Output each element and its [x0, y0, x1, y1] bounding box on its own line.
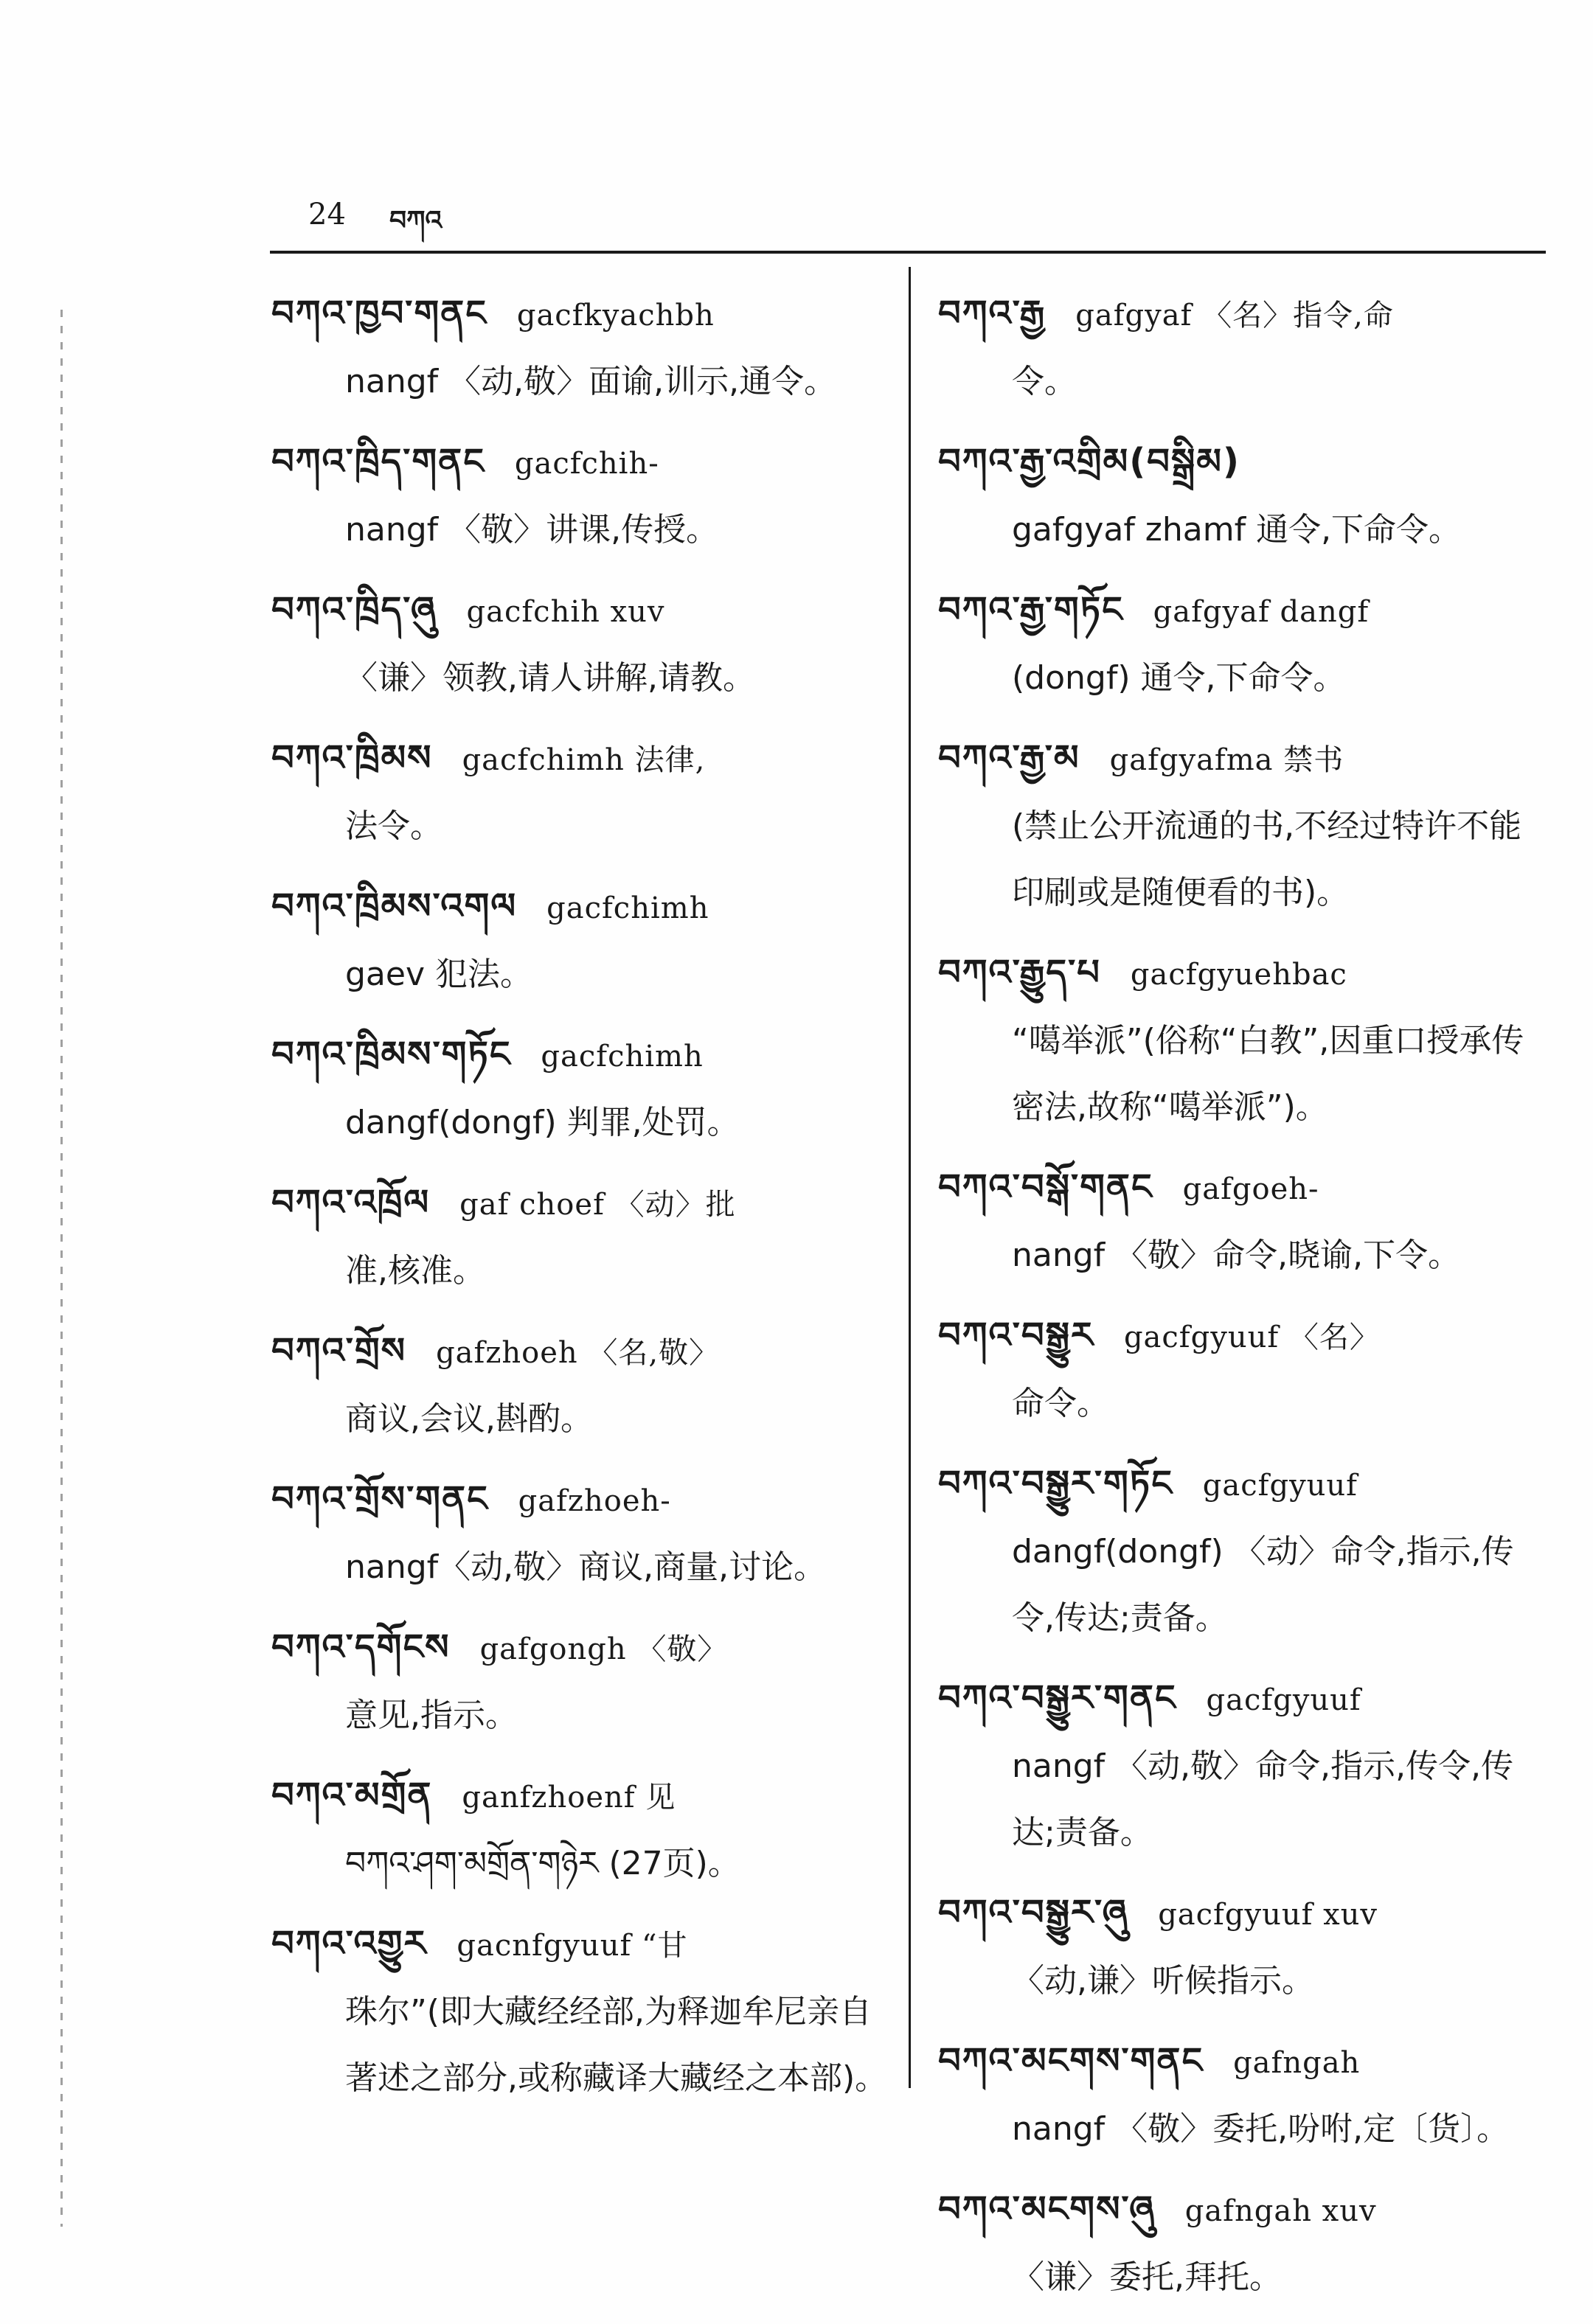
tibetan-headword: བཀའ་གྲོས་གནང [271, 1478, 489, 1520]
right-column [938, 280, 1543, 2324]
definition: 法令。 [345, 807, 442, 845]
dictionary-entry [271, 428, 891, 563]
tibetan-headword: བཀའ་མངགས་གནང [938, 2040, 1204, 2081]
dictionary-entry [938, 725, 1543, 926]
dictionary-entry [938, 577, 1543, 712]
definition: (dongf) 通令,下命令。 [1012, 659, 1346, 697]
tibetan-headword: བཀའ་དགོངས [271, 1627, 451, 1668]
tibetan-headword: བཀའ་བསྒྱུར་གཏོང [938, 1463, 1173, 1504]
tibetan-headword: བཀའ་རྒྱ [938, 293, 1047, 334]
romanization: gafngah xuv [1184, 2194, 1377, 2228]
scan-edge [60, 310, 63, 2227]
definition: 准,核准。 [345, 1252, 485, 1290]
dictionary-entry [938, 1879, 1543, 2014]
dictionary-entry [271, 1762, 891, 1897]
entry-headword-line [271, 1762, 891, 1831]
dictionary-entry [271, 1614, 891, 1749]
romanization: gacfkyachbh [516, 299, 715, 333]
definition: 意见,指示。 [345, 1697, 518, 1734]
definition: (禁止公开流通的书,不经过特许不能印刷或是随便看的书)。 [1012, 807, 1522, 911]
romanization: gafgyaf 〈名〉指令,命 [1075, 299, 1394, 333]
entry-headword-line [938, 1665, 1543, 1733]
definition: བཀའ་ཤག་མགྲོན་གཉེར (27页)。 [345, 1845, 740, 1882]
dictionary-entry [271, 1021, 891, 1156]
tibetan-headword: བཀའ་འཁྲོལ [271, 1182, 431, 1223]
romanization: gacfchih xuv [466, 595, 665, 629]
entry-headword-line [271, 1466, 891, 1534]
dictionary-entry [938, 428, 1543, 563]
romanization: gafzhoeh- [518, 1484, 671, 1518]
definition: 〈动,谦〉听候指示。 [1012, 1962, 1314, 2000]
entry-headword-line [938, 2176, 1543, 2244]
tibetan-headword: བཀའ་ཁྲིད་གནང [271, 441, 485, 482]
entry-headword-line [938, 1879, 1543, 1948]
tibetan-headword: བཀའ་མངགས་ཞུ [938, 2188, 1156, 2230]
definition: 〈谦〉委托,拜托。 [1012, 2258, 1282, 2296]
dictionary-entry [271, 1466, 891, 1601]
tibetan-headword: བཀའ་ཁྲིད་ཞུ [271, 589, 437, 630]
dictionary-entry [938, 1302, 1543, 1437]
tibetan-headword: བཀའ་ཁྱབ་གནང [271, 293, 487, 334]
tibetan-headword: བཀའ་འགྱུར [271, 1923, 428, 1964]
left-column [271, 280, 891, 2125]
definition: nangf 〈动,敬〉面谕,训示,通令。 [345, 363, 837, 400]
entry-headword-line [938, 1450, 1543, 1519]
romanization: gafgoeh- [1182, 1172, 1319, 1206]
entry-headword-line [271, 1614, 891, 1683]
definition: 商议,会议,斟酌。 [345, 1400, 593, 1438]
definition: gaev 犯法。 [345, 956, 532, 993]
entry-headword-line [271, 725, 891, 793]
romanization: gacfgyuuf xuv [1158, 1898, 1378, 1932]
tibetan-headword: བཀའ་ཁྲིམས [271, 737, 433, 779]
romanization: gacfgyuuf [1202, 1469, 1358, 1503]
entry-headword-line [938, 280, 1543, 349]
definition: dangf(dongf) 〈动〉命令,指示,传令,传达;责备。 [1012, 1533, 1514, 1637]
entry-headword-line [271, 1910, 891, 1979]
romanization: gacfgyuehbac [1130, 958, 1347, 992]
dictionary-entry [938, 1154, 1543, 1289]
romanization: gacnfgyuuf “甘 [457, 1929, 688, 1963]
dictionary-entry [271, 1318, 891, 1452]
tibetan-headword: བཀའ་རྒྱ་འགྲིམ(བསྒྲིམ) [938, 441, 1240, 482]
romanization: gacfchih- [514, 447, 659, 481]
definition: nangf 〈敬〉讲课,传授。 [345, 511, 719, 549]
romanization: gafgyaf dangf [1153, 595, 1370, 629]
dictionary-entry [938, 1665, 1543, 1866]
definition: 令。 [1012, 363, 1077, 400]
entry-headword-line [938, 577, 1543, 645]
tibetan-headword: བཀའ་མགྲོན [271, 1775, 433, 1816]
definition: 〈谦〉领教,请人讲解,请教。 [345, 659, 755, 697]
tibetan-headword: བཀའ་རྒྱ་མ [938, 737, 1080, 779]
romanization: gacfgyuuf 〈名〉 [1123, 1321, 1380, 1354]
definition: nangf〈动,敬〉商议,商量,讨论。 [345, 1548, 827, 1586]
column-divider [909, 267, 911, 2088]
tibetan-headword: བཀའ་བསྒོ་གནང [938, 1166, 1153, 1208]
entry-headword-line [938, 725, 1543, 793]
dictionary-entry [938, 2028, 1543, 2163]
romanization: gafgongh 〈敬〉 [479, 1632, 728, 1666]
dictionary-entry [938, 1450, 1543, 1652]
dictionary-entry [271, 1910, 891, 2112]
romanization: gacfchimh [546, 891, 709, 925]
dictionary-entry [938, 280, 1543, 415]
tibetan-headword: བཀའ་ཁྲིམས་འགལ [271, 886, 518, 927]
definition: nangf 〈动,敬〉命令,指示,传令,传达;责备。 [1012, 1747, 1514, 1851]
tibetan-headword: བཀའ་རྒྱུད་པ [938, 952, 1101, 993]
page-number: 24 [308, 198, 346, 232]
header-rule [270, 251, 1546, 254]
romanization: gaf choef 〈动〉批 [459, 1188, 736, 1222]
entry-headword-line [938, 1302, 1543, 1371]
dictionary-entry [938, 2176, 1543, 2311]
tibetan-headword: བཀའ་རྒྱ་གཏོང [938, 589, 1124, 630]
definition: 命令。 [1012, 1385, 1109, 1422]
romanization: gafzhoeh 〈名,敬〉 [436, 1336, 720, 1370]
romanization: gafngah [1233, 2046, 1361, 2080]
definition: gafgyaf zhamf 通令,下命令。 [1012, 511, 1462, 549]
romanization: gacfchimh [541, 1040, 704, 1074]
definition: 珠尔”(即大藏经经部,为释迦牟尼亲自著述之部分,或称藏译大藏经之本部)。 [345, 1993, 888, 2097]
definition: nangf 〈敬〉命令,晓谕,下令。 [1012, 1236, 1461, 1274]
dictionary-entry [271, 1169, 891, 1304]
entry-headword-line [271, 1318, 891, 1386]
entry-headword-line [938, 1154, 1543, 1222]
tibetan-headword: བཀའ་ཁྲིམས་གཏོང [271, 1034, 512, 1075]
entry-headword-line [271, 1169, 891, 1238]
tibetan-headword: བཀའ་གྲོས [271, 1330, 407, 1371]
definition: dangf(dongf) 判罪,处罚。 [345, 1104, 740, 1141]
entry-headword-line [938, 2028, 1543, 2096]
entry-headword-line [938, 428, 1543, 497]
tibetan-headword: བཀའ་བསྒྱུར་ཞུ [938, 1892, 1129, 1933]
entry-headword-line [271, 577, 891, 645]
dictionary-entry [938, 939, 1543, 1141]
dictionary-entry [271, 280, 891, 415]
definition: “噶举派”(俗称“白教”,因重口授承传密法,故称“噶举派”)。 [1012, 1022, 1524, 1126]
entry-headword-line [271, 280, 891, 349]
entry-headword-line [271, 873, 891, 942]
romanization: gafgyafma 禁书 [1109, 743, 1344, 777]
romanization: ganfzhoenf 见 [462, 1781, 676, 1815]
tibetan-headword: བཀའ་བསྒྱུར [938, 1315, 1094, 1356]
entry-headword-line [271, 1021, 891, 1090]
entry-headword-line [271, 428, 891, 497]
dictionary-entry [271, 725, 891, 860]
romanization: gacfgyuuf [1206, 1683, 1361, 1717]
entry-headword-line [938, 939, 1543, 1008]
dictionary-entry [271, 577, 891, 712]
definition: nangf 〈敬〉委托,吩咐,定〔货〕。 [1012, 2110, 1510, 2148]
dictionary-entry [271, 873, 891, 1008]
running-head: བཀའ [389, 206, 442, 236]
romanization: gacfchimh 法律, [462, 743, 706, 777]
tibetan-headword: བཀའ་བསྒྱུར་གནང [938, 1677, 1177, 1719]
